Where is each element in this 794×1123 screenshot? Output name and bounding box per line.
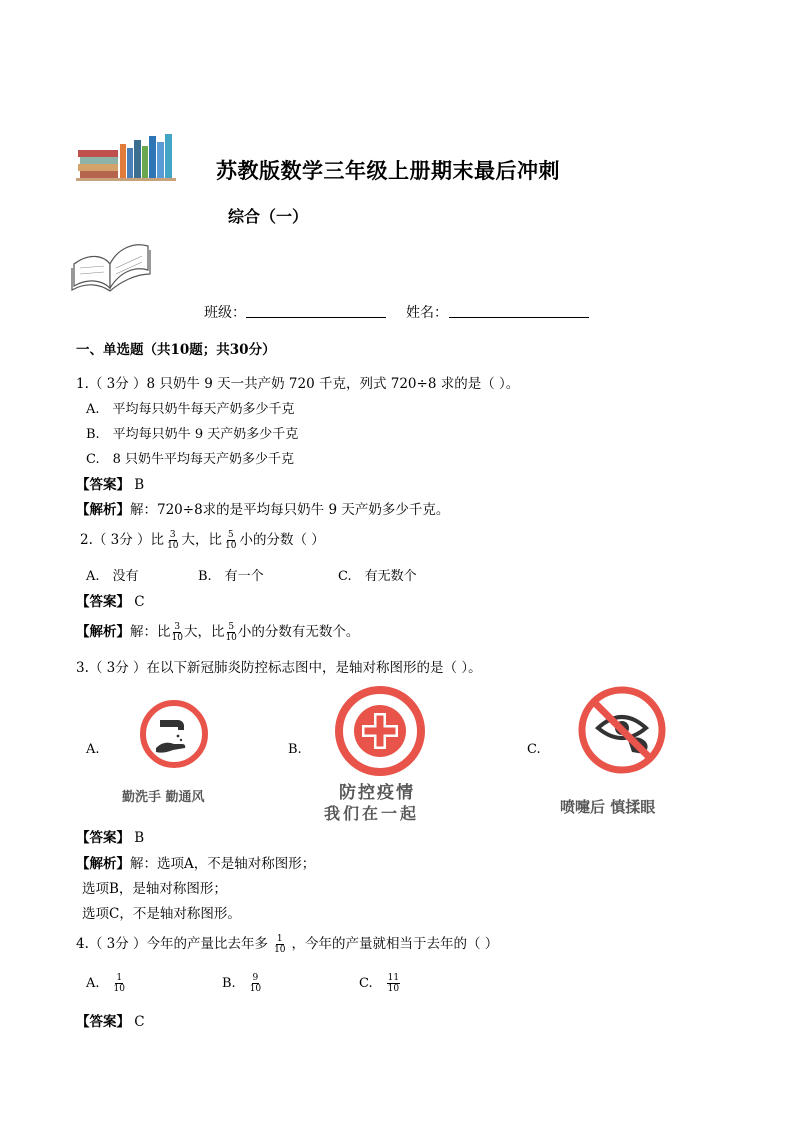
- q4-option-a: [86, 973, 128, 994]
- q3-option-b-label: B.: [288, 742, 302, 757]
- answer-value: C: [134, 594, 145, 610]
- q1-option-b: B. 平均每只奶牛 9 天产奶多少千克: [86, 427, 299, 442]
- option-label: B.: [222, 976, 236, 991]
- answer-value: C: [134, 1014, 145, 1030]
- frac-num: 5: [228, 622, 235, 632]
- frac-num: 11: [387, 973, 400, 983]
- fraction: [167, 530, 178, 551]
- class-field[interactable]: [246, 316, 386, 318]
- frac-den: 10: [113, 984, 125, 994]
- class-label: 班级：: [204, 305, 246, 321]
- answer-label: 【答案】: [76, 1014, 130, 1030]
- frac-den: 10: [249, 984, 262, 994]
- option-label: A.: [86, 976, 100, 991]
- analysis-text: 解：选项A，不是轴对称图形；: [130, 856, 316, 872]
- q4-stem: [76, 932, 498, 955]
- frac-num: 3: [174, 622, 181, 632]
- page-title: 苏教版数学三年级上册期末最后冲刺: [216, 158, 560, 183]
- page-subtitle: 综合（一）: [228, 207, 309, 226]
- frac-num: 1: [276, 934, 283, 944]
- sign-b-caption-2: 我们在一起: [324, 804, 420, 823]
- analysis-part: 解：比: [130, 624, 171, 640]
- q3-analysis: [76, 852, 315, 872]
- fraction: [250, 973, 261, 994]
- fraction: [225, 530, 236, 551]
- analysis-label: 【解析】: [76, 502, 130, 518]
- option-label: C.: [359, 976, 373, 991]
- q1-option-a: A. 平均每只奶牛每天产奶多少千克: [86, 402, 295, 417]
- q2-analysis: [76, 620, 359, 643]
- sign-a-caption: 勤洗手 勤通风: [122, 790, 205, 805]
- q2-option-a: A. 没有: [86, 569, 139, 584]
- hand-washing-icon: [138, 698, 210, 770]
- q2-option-c: C. 有无数个: [338, 569, 417, 584]
- answer-label: 【答案】: [76, 477, 130, 493]
- analysis-text: 解：720÷8求的是平均每只奶牛 9 天产奶多少千克。: [130, 502, 450, 518]
- frac-den: 10: [225, 633, 237, 643]
- q1-answer: [76, 473, 144, 493]
- q4-stem-part: ，今年的产量就相当于去年的（ ）: [291, 936, 499, 952]
- q1-analysis: [76, 498, 449, 518]
- open-book-icon: [70, 234, 152, 292]
- frac-num: 1: [116, 973, 123, 983]
- no-eye-rubbing-icon: [576, 684, 668, 776]
- q2-stem: [80, 528, 325, 551]
- books-icon: [76, 132, 176, 182]
- q4-answer: [76, 1010, 145, 1030]
- q2-stem-part: 2.（ 3分 ）比: [80, 532, 165, 548]
- q4-stem-part: 4.（ 3分 ）今年的产量比去年多: [76, 936, 269, 952]
- answer-label: 【答案】: [76, 594, 130, 610]
- fraction: [225, 622, 236, 643]
- frac-num: 9: [252, 973, 259, 983]
- analysis-label: 【解析】: [76, 624, 130, 640]
- frac-den: 10: [274, 945, 286, 955]
- q2-stem-part: 小的分数（ ）: [239, 532, 325, 548]
- fraction: [172, 622, 183, 643]
- answer-value: B: [134, 830, 145, 846]
- q2-answer: [76, 590, 145, 610]
- q4-option-b: [222, 973, 264, 994]
- answer-label: 【答案】: [76, 830, 130, 846]
- q4-option-c: [359, 973, 403, 994]
- analysis-part: 小的分数有无数个。: [237, 624, 360, 640]
- q3-stem: 3.（ 3分 ）在以下新冠肺炎防控标志图中，是轴对称图形的是（ ）。: [76, 660, 482, 676]
- q2-option-b: B. 有一个: [198, 569, 264, 584]
- frac-den: 10: [387, 984, 400, 994]
- q3-answer: [76, 826, 144, 846]
- frac-den: 10: [167, 541, 179, 551]
- q1-option-c: C. 8 只奶牛平均每天产奶多少千克: [86, 452, 295, 467]
- red-cross-icon: [333, 684, 427, 778]
- answer-value: B: [134, 477, 145, 493]
- analysis-part: 大，比: [183, 624, 225, 640]
- q3-option-c-label: C.: [527, 742, 541, 757]
- q1-stem: 1.（ 3分 ）8 只奶牛 9 天一共产奶 720 千克，列式 720÷8 求的是（ ）。: [76, 376, 520, 392]
- analysis-label: 【解析】: [76, 856, 130, 872]
- name-field[interactable]: [449, 316, 589, 318]
- frac-den: 10: [171, 633, 183, 643]
- q3-option-a-label: A.: [86, 742, 100, 757]
- frac-num: 5: [227, 530, 234, 540]
- section-title: 一、单选题（共10题；共30分）: [76, 342, 276, 358]
- fraction: [274, 934, 285, 955]
- frac-den: 10: [225, 541, 237, 551]
- sign-c-caption: 喷嚏后 慎揉眼: [560, 798, 656, 816]
- name-label: 姓名：: [406, 305, 448, 321]
- sign-b-caption-1: 防控疫情: [339, 783, 415, 803]
- q2-stem-part: 大，比: [181, 532, 223, 548]
- q3-analysis-line-3: 选项C，不是轴对称图形。: [82, 906, 241, 922]
- fraction: [387, 973, 400, 994]
- frac-num: 3: [169, 530, 176, 540]
- q3-analysis-line-2: 选项B，是轴对称图形；: [82, 881, 227, 897]
- fraction: [114, 973, 125, 994]
